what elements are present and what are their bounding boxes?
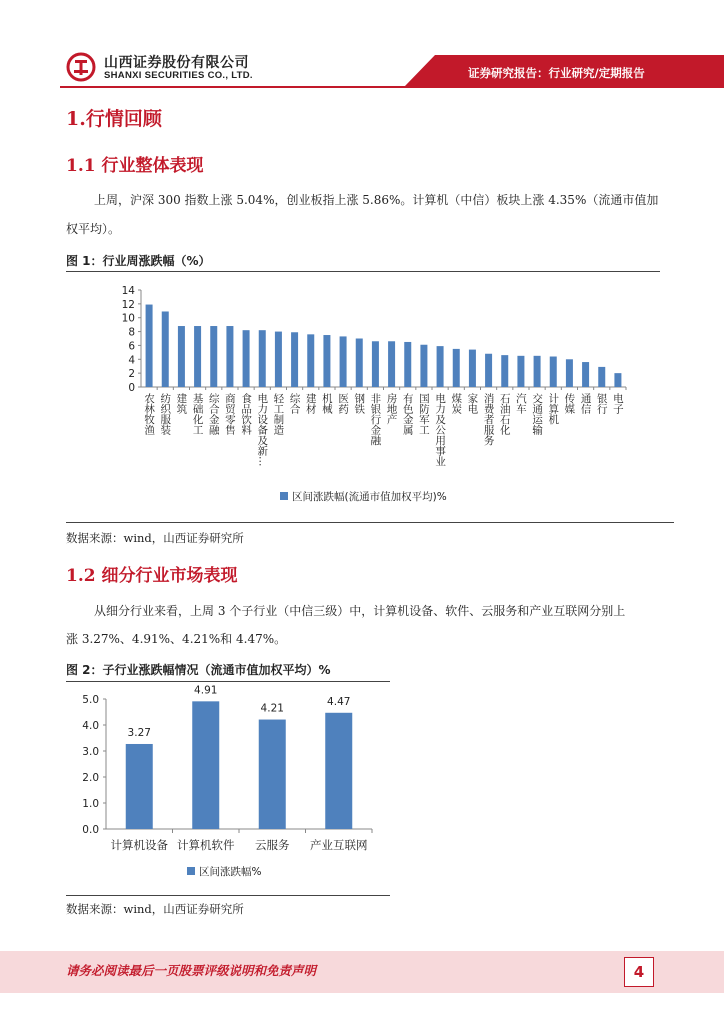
bar — [178, 326, 185, 387]
legend-swatch — [280, 492, 288, 500]
figure-1-top-rule — [66, 271, 660, 272]
bar — [275, 332, 282, 387]
bar — [325, 713, 352, 829]
bar — [550, 357, 557, 387]
x-tick-label: 产业互联网 — [310, 838, 368, 852]
figure-2-title: 图 2：子行业涨跌幅情况（流通市值加权平均）% — [66, 663, 331, 677]
legend-swatch — [187, 867, 195, 875]
y-tick-label: 5.0 — [82, 694, 99, 706]
x-tick-label: 建筑 — [175, 393, 188, 414]
bar — [372, 341, 379, 387]
bar — [259, 330, 266, 387]
section-title: 1.行情回顾 — [66, 108, 162, 130]
x-tick-label: 消费者服务 — [482, 393, 495, 446]
bar — [614, 373, 621, 387]
subsection-title-1: 1.1 行业整体表现 — [66, 156, 204, 176]
bar — [162, 311, 169, 387]
bar — [566, 359, 573, 387]
x-tick-label: 综合金融 — [207, 393, 220, 435]
company-name-cn: 山西证券股份有限公司 — [104, 55, 249, 71]
bar — [534, 356, 541, 387]
page-number: 4 — [633, 963, 645, 981]
bar — [582, 362, 589, 387]
bar — [420, 345, 427, 387]
figure-1-source: 数据来源：wind，山西证券研究所 — [66, 531, 244, 545]
x-tick-label: 纺织服装 — [159, 393, 172, 435]
bar — [126, 744, 153, 829]
header-banner — [0, 0, 724, 100]
x-tick-label: 机械 — [320, 393, 333, 414]
bar — [192, 701, 219, 829]
bar — [323, 335, 330, 387]
x-tick-label: 煤炭 — [450, 393, 463, 414]
paragraph-1-line1: 上周，沪深 300 指数上涨 5.04%，创业板指上涨 5.86%。计算机（中信）板块上涨 4.35%（流通市值加 — [94, 193, 659, 207]
bar — [243, 330, 250, 387]
figure-1-bottom-rule — [66, 522, 674, 523]
bar — [259, 720, 286, 829]
x-tick-label: 传媒 — [563, 393, 576, 414]
x-tick-label: 云服务 — [255, 838, 290, 852]
bar — [226, 326, 233, 387]
y-tick-label: 8 — [128, 326, 135, 339]
figure-2-bottom-rule — [66, 895, 390, 896]
y-tick-label: 2.0 — [82, 772, 99, 784]
paragraph-1-line2: 权平均）。 — [66, 222, 121, 236]
bar — [437, 346, 444, 387]
company-name-en: SHANXI SECURITIES CO., LTD. — [104, 70, 253, 81]
y-tick-label: 10 — [121, 312, 135, 325]
paragraph-2-line2: 涨 3.27%、4.91%、4.21%和 4.47%。 — [66, 632, 287, 646]
x-tick-label: 农林牧渔 — [143, 393, 156, 435]
bar — [194, 326, 201, 387]
y-tick-label: 0 — [128, 382, 135, 394]
x-tick-label: 综合 — [288, 393, 301, 414]
y-tick-label: 6 — [128, 340, 135, 353]
x-tick-label: 食品饮料 — [240, 393, 253, 435]
x-tick-label: 家电 — [466, 393, 479, 414]
bar — [340, 336, 347, 387]
bar — [404, 342, 411, 387]
x-tick-label: 计算机设备 — [110, 838, 168, 852]
company-logo — [66, 52, 96, 82]
data-label: 4.21 — [260, 702, 284, 715]
x-tick-label: 国防军工 — [417, 393, 430, 435]
data-label: 3.27 — [127, 726, 151, 739]
x-tick-label: 房地产 — [385, 393, 398, 425]
x-tick-label: 电力设备及新… — [256, 393, 269, 467]
x-tick-label: 银行 — [595, 393, 608, 414]
figure-1-title: 图 1：行业周涨跌幅（%） — [66, 254, 211, 268]
x-tick-label: 计算机 — [547, 393, 560, 425]
bar — [210, 326, 217, 387]
subsection-title-2: 1.2 细分行业市场表现 — [66, 566, 238, 586]
y-tick-label: 2 — [128, 368, 135, 381]
y-tick-label: 3.0 — [82, 746, 99, 758]
x-tick-label: 电力及公用事业 — [434, 393, 447, 467]
footer-disclaimer[interactable]: 请务必阅读最后一页股票评级说明和免责声明 — [66, 963, 317, 978]
paragraph-2-line1: 从细分行业来看，上周 3 个子行业（中信三级）中，计算机设备、软件、云服务和产业互联网分别上 — [94, 604, 626, 618]
x-tick-label: 计算机软件 — [177, 838, 235, 852]
legend-label: 区间涨跌幅% — [199, 866, 262, 878]
bar — [291, 332, 298, 387]
report-type-tag: 证券研究报告：行业研究/定期报告 — [468, 66, 645, 80]
bar — [598, 367, 605, 387]
x-tick-label: 建材 — [304, 393, 317, 414]
x-tick-label: 钢铁 — [353, 393, 366, 414]
bar — [307, 334, 314, 387]
bar — [388, 341, 395, 387]
bar — [485, 354, 492, 387]
y-tick-label: 1.0 — [82, 798, 99, 810]
figure-2-source: 数据来源：wind，山西证券研究所 — [66, 902, 244, 916]
legend-label: 区间涨跌幅(流通市值加权平均)% — [292, 491, 447, 503]
bar — [453, 349, 460, 387]
x-tick-label: 基础化工 — [191, 393, 204, 435]
y-tick-label: 4.0 — [82, 720, 99, 732]
x-tick-label: 汽车 — [514, 393, 527, 414]
y-tick-label: 12 — [121, 298, 135, 311]
x-tick-label: 商贸零售 — [223, 393, 236, 435]
x-tick-label: 非银行金融 — [369, 393, 382, 446]
y-tick-label: 0.0 — [82, 824, 99, 836]
figure-2-chart — [66, 684, 396, 894]
x-tick-label: 轻工制造 — [272, 393, 285, 435]
figure-2-top-rule — [66, 681, 390, 682]
bar — [146, 305, 153, 387]
x-tick-label: 石油石化 — [498, 393, 511, 435]
x-tick-label: 通信 — [579, 393, 592, 414]
data-label: 4.47 — [327, 695, 351, 708]
x-tick-label: 电子 — [611, 393, 624, 414]
x-tick-label: 医药 — [337, 393, 350, 414]
bar — [517, 356, 524, 387]
y-tick-label: 14 — [121, 285, 135, 297]
x-tick-label: 交通运输 — [531, 393, 544, 435]
bar — [469, 350, 476, 387]
x-tick-label: 有色金属 — [401, 393, 414, 435]
y-tick-label: 4 — [128, 354, 135, 367]
data-label: 4.91 — [194, 684, 218, 697]
figure-1-chart — [66, 274, 666, 520]
bar — [356, 339, 363, 388]
bar — [501, 355, 508, 387]
